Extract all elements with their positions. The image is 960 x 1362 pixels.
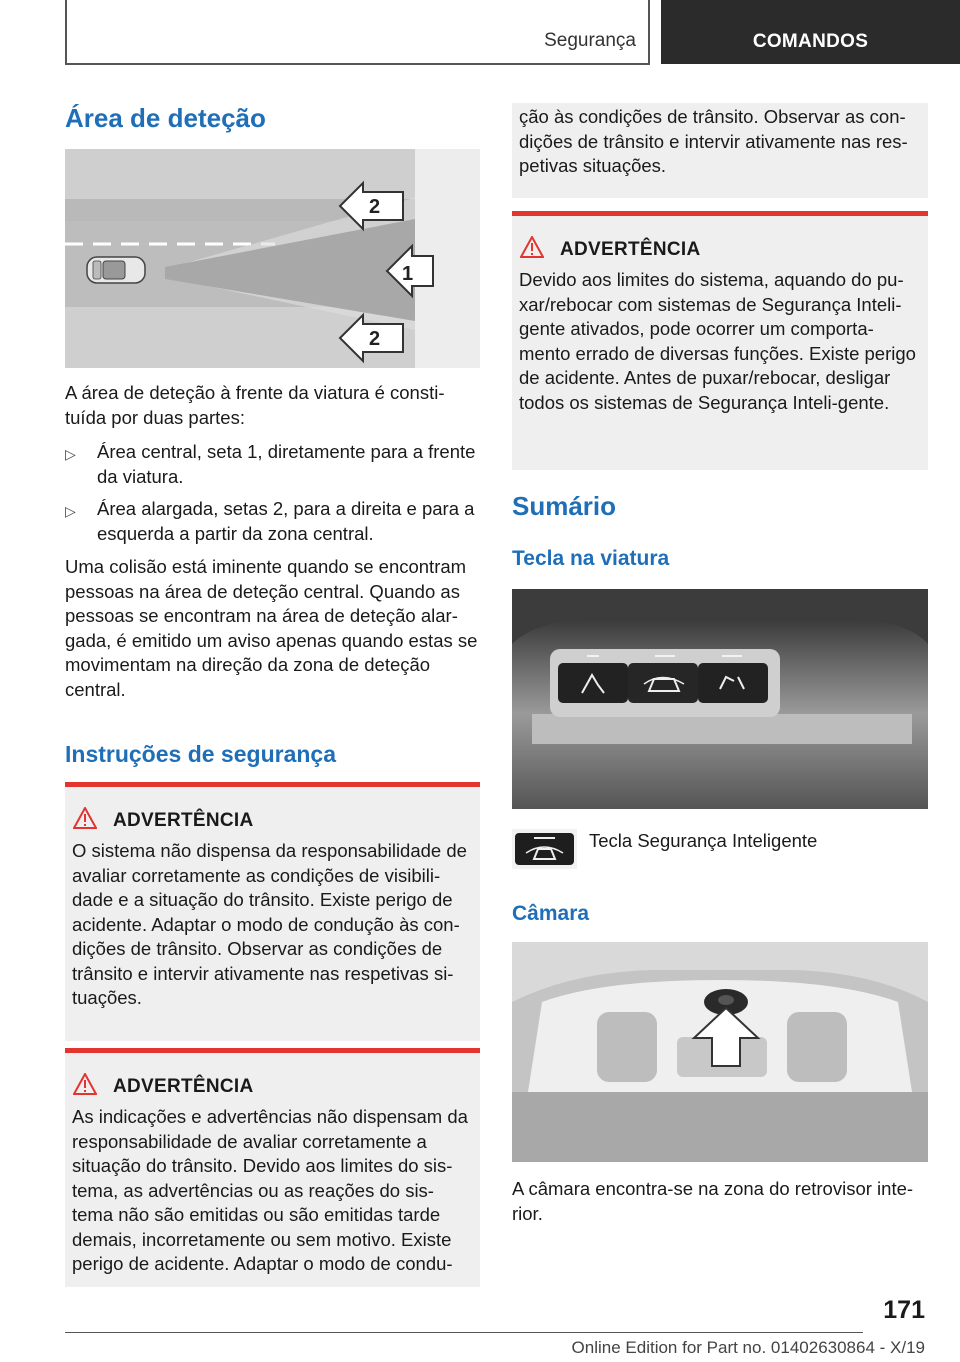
warning-box-1	[65, 782, 480, 1041]
list-item	[65, 440, 480, 490]
camera-photo	[512, 942, 928, 1162]
warning-triangle-icon	[73, 1073, 97, 1095]
footer-edition: Online Edition for Part no. 01402630864 - X/19	[571, 1338, 925, 1357]
warning-box-2-continued	[512, 103, 928, 198]
warning-heading: ADVERTÊNCIA	[113, 810, 254, 831]
warning-text-continued: ção às condições de trânsito. Observar as con-dições de trânsito e intervir ativamente nas res-petivas situações.	[519, 106, 908, 176]
header-rule-bottom	[65, 63, 650, 65]
safety-button-icon	[512, 829, 577, 869]
warning-text: As indicações e advertências não dispensam da responsabilidade de avaliar corretamente a situação do trânsito. Devido aos limites do sis-tema, as advertências ou as reações do sis-tema não são emitidas ou são emitidas tarde demais, incorretamente ou sem motivo. Existe perigo de acidente. Adaptar o modo de condu-	[72, 1106, 468, 1274]
detection-area-svg	[65, 149, 480, 368]
arrow-label-1: 1	[402, 263, 414, 285]
camera-photo-svg	[512, 942, 928, 1162]
section-title-safety: Instruções de segurança	[65, 741, 336, 767]
bullet-text: Área alargada, setas 2, para a direita e para a esquerda a partir da zona central.	[97, 498, 475, 544]
header-chapter: COMANDOS	[661, 0, 960, 64]
bullet-text: Área central, seta 1, diretamente para a frente da viatura.	[97, 441, 476, 487]
section-title-camera: Câmara	[512, 902, 590, 925]
camera-paragraph: A câmara encontra-se na zona do retrovisor inte-rior.	[512, 1178, 914, 1224]
warning-triangle-icon	[520, 236, 544, 258]
header-separator	[648, 0, 650, 64]
car-icon	[87, 257, 145, 283]
warning-box-3	[512, 211, 928, 470]
collision-paragraph: Uma colisão está iminente quando se encontram pessoas na área de deteção central. Quando as pessoas se encontram na área de deteção alar-gada, é emitido um aviso apenas quando estas se movimentam na direção da zona de deteção central.	[65, 556, 478, 700]
detection-area-diagram	[65, 149, 480, 368]
footer-rule	[65, 1332, 863, 1333]
section-title-button: Tecla na viatura	[512, 547, 670, 570]
button-panel-svg	[512, 589, 928, 809]
warning-text: O sistema não dispensa da responsabilidade de avaliar corretamente as condições de visibili-dade e a situação do trânsito. Existe perigo de acidente. Adaptar o modo de condução às con-dições de trânsito. Observar as condições de trânsito e intervir ativamente nas respetivas si-tuações.	[72, 840, 467, 1008]
warning-text: Devido aos limites do sistema, aquando do pu-xar/rebocar com sistemas de Segurança Inteli-gente ativados, pode ocorrer um comporta-mento errado de diversas funções. Existe perigo de acidente. Antes de puxar/rebocar, desligar todos os sistemas de Segurança Inteli-gente.	[519, 269, 916, 413]
arrow-label-2-top: 2	[369, 196, 381, 218]
section-title-detection-area: Área de deteção	[65, 103, 266, 133]
warning-triangle-icon	[73, 807, 97, 829]
button-photo	[512, 589, 928, 809]
button-caption: Tecla Segurança Inteligente	[589, 830, 818, 851]
list-item	[65, 497, 480, 547]
warning-box-2	[65, 1048, 480, 1287]
page-number: 171	[883, 1296, 925, 1324]
warning-heading: ADVERTÊNCIA	[113, 1076, 254, 1097]
header-section: Segurança	[544, 30, 636, 51]
section-title-summary: Sumário	[512, 491, 617, 521]
header-rule-left	[65, 0, 67, 64]
bullet-triangle-icon: ▷	[65, 446, 76, 462]
intro-paragraph: A área de deteção à frente da viatura é consti-tuída por duas partes:	[65, 382, 445, 428]
bullet-triangle-icon: ▷	[65, 503, 76, 519]
warning-heading: ADVERTÊNCIA	[560, 239, 701, 260]
arrow-label-2-bottom: 2	[369, 328, 381, 350]
